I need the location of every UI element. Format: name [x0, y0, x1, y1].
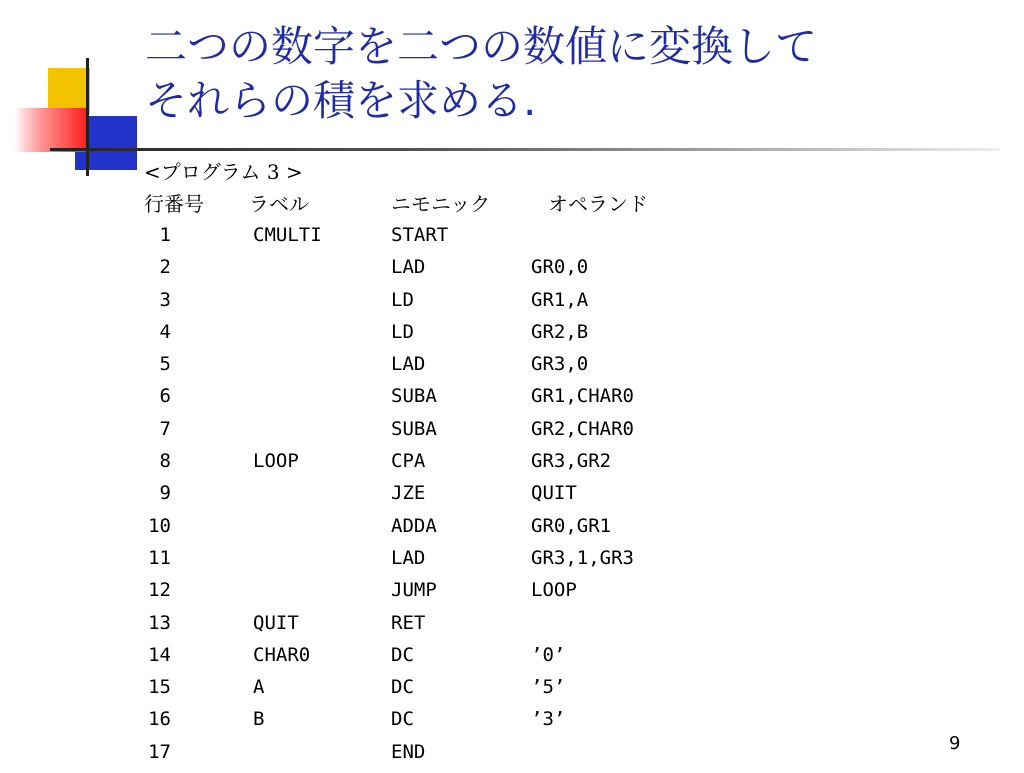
row-operand: GR2,B: [531, 320, 589, 343]
row-operand: GR2,CHAR0: [531, 417, 634, 440]
listing-row: [0, 676, 1024, 708]
row-label: CMULTI: [253, 224, 322, 246]
row-mnemonic: ADDA: [391, 514, 437, 537]
listing-row: [0, 612, 1024, 644]
line-number: 5: [159, 353, 171, 376]
line-number: 13: [148, 611, 171, 634]
row-mnemonic: CPA: [391, 450, 426, 473]
slide-title: [145, 20, 1005, 128]
row-operand: GR0,0: [531, 256, 589, 279]
row-label: QUIT: [253, 611, 299, 634]
row-mnemonic: LAD: [391, 353, 426, 376]
line-number: 1: [159, 224, 171, 246]
listing-row: [0, 224, 1024, 256]
line-number: 11: [148, 546, 171, 569]
row-label: LOOP: [253, 450, 299, 473]
line-number: 6: [159, 385, 171, 408]
row-operand: GR1,A: [531, 288, 589, 311]
line-number: 8: [159, 450, 171, 473]
line-number: 14: [148, 643, 171, 666]
row-label: A: [253, 676, 265, 699]
listing-row: [0, 515, 1024, 547]
line-number: 3: [159, 288, 171, 311]
row-label: B: [253, 708, 265, 731]
listing-row: [0, 708, 1024, 740]
line-number: 12: [148, 579, 171, 602]
listing-row: [0, 385, 1024, 417]
row-operand: LOOP: [531, 579, 577, 602]
row-mnemonic: END: [391, 740, 426, 763]
listing-row: [0, 644, 1024, 676]
row-operand: GR1,CHAR0: [531, 385, 634, 408]
listing-row: [0, 547, 1024, 579]
row-mnemonic: JZE: [391, 482, 426, 505]
row-operand: GR0,GR1: [531, 514, 612, 537]
row-operand: GR3,1,GR3: [531, 546, 634, 569]
header-mnemonic: ニモニック: [391, 192, 491, 216]
assembly-listing: [0, 224, 1024, 773]
row-operand: ’5’: [531, 676, 566, 699]
row-mnemonic: LAD: [391, 546, 426, 569]
title-line-2: それらの積を求める.: [145, 76, 537, 125]
row-mnemonic: RET: [391, 611, 426, 634]
listing-row: [0, 450, 1024, 482]
listing-row: [0, 289, 1024, 321]
title-underline-rule: [50, 148, 1000, 151]
row-mnemonic: LAD: [391, 256, 426, 279]
row-mnemonic: DC: [391, 643, 414, 666]
row-operand: ’0’: [531, 643, 566, 666]
listing-row: [0, 353, 1024, 385]
row-mnemonic: LD: [391, 288, 414, 311]
title-line-1: 二つの数字を二つの数値に変換して: [145, 22, 818, 71]
row-mnemonic: DC: [391, 708, 414, 731]
line-number: 10: [148, 514, 171, 537]
listing-row: [0, 482, 1024, 514]
row-mnemonic: SUBA: [391, 385, 437, 408]
row-operand: QUIT: [531, 482, 577, 505]
row-mnemonic: DC: [391, 676, 414, 699]
page-number: 9: [949, 733, 961, 754]
row-mnemonic: LD: [391, 320, 414, 343]
line-number: 16: [148, 708, 171, 731]
row-operand: GR3,0: [531, 353, 589, 376]
program-label: <プログラム 3 >: [144, 160, 303, 184]
row-mnemonic: JUMP: [391, 579, 437, 602]
row-operand: ’3’: [531, 708, 566, 731]
line-number: 2: [159, 256, 171, 279]
line-number: 15: [148, 676, 171, 699]
header-operand: オペランド: [548, 192, 648, 216]
listing-row: [0, 256, 1024, 288]
decor-vertical-rule: [86, 58, 89, 176]
header-line-no: 行番号: [144, 192, 204, 216]
line-number: 17: [148, 740, 171, 763]
row-operand: GR3,GR2: [531, 450, 612, 473]
row-mnemonic: SUBA: [391, 417, 437, 440]
listing-row: [0, 741, 1024, 773]
header-label: ラベル: [249, 192, 309, 216]
line-number: 4: [159, 320, 171, 343]
listing-row: [0, 321, 1024, 353]
listing-row: [0, 418, 1024, 450]
line-number: 9: [159, 482, 171, 505]
row-mnemonic: START: [391, 224, 449, 246]
decor-red-gradient-bar: [14, 108, 86, 152]
listing-row: [0, 579, 1024, 611]
row-label: CHAR0: [253, 643, 311, 666]
line-number: 7: [159, 417, 171, 440]
